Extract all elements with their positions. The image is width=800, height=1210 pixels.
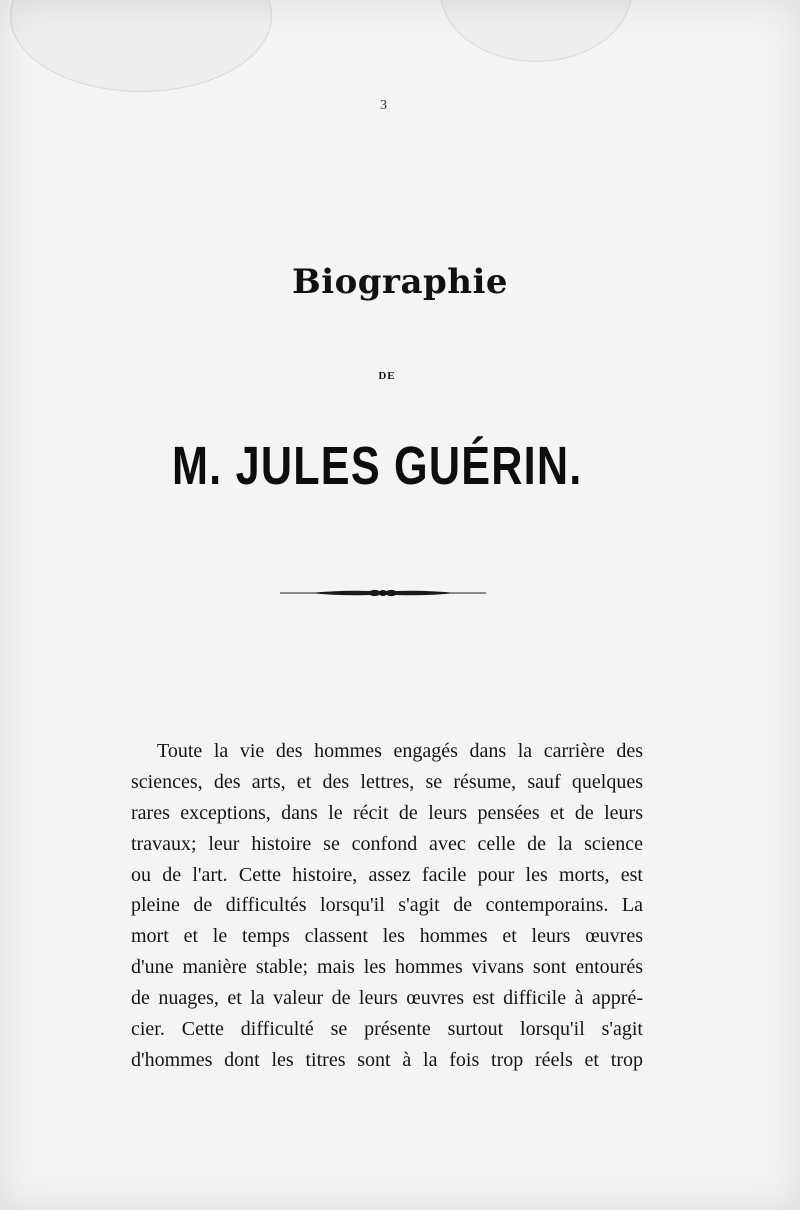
body-line: pleine de difficultés lorsqu'il s'agit de contemporains. La	[131, 894, 643, 917]
page-number: 3	[380, 98, 387, 113]
body-line: Toute la vie des hommes engagés dans la carrière des	[157, 740, 643, 762]
body-line: de nuages, et la valeur de leurs œuvres est difficile à appré-	[131, 987, 643, 1010]
body-line: d'une manière stable; mais les hommes vivans sont entourés	[131, 956, 643, 979]
body-line: sciences, des arts, et des lettres, se résume, sauf quelques	[131, 770, 643, 793]
body-line: cier. Cette difficulté se présente surtout lorsqu'il s'agit	[131, 1018, 643, 1041]
body-line: rares exceptions, dans le récit de leurs pensées et de leurs	[131, 801, 643, 824]
body-line: d'hommes dont les titres sont à la fois trop réels et trop	[131, 1048, 643, 1071]
body-line: ou de l'art. Cette histoire, assez facile pour les morts, est	[131, 863, 643, 886]
paper-stain	[440, 0, 632, 62]
title-connector: DE	[378, 370, 396, 382]
title-biographie: Biographie	[291, 262, 509, 302]
body-line: travaux; leur histoire se confond avec celle de la science	[131, 832, 643, 855]
paper-stain	[10, 0, 272, 92]
ornamental-rule-icon	[280, 585, 486, 601]
title-subject-name: M. JULES GUÉRIN.	[172, 436, 583, 496]
body-line: mort et le temps classent les hommes et leurs œuvres	[131, 925, 643, 948]
body-paragraph	[131, 736, 643, 1076]
